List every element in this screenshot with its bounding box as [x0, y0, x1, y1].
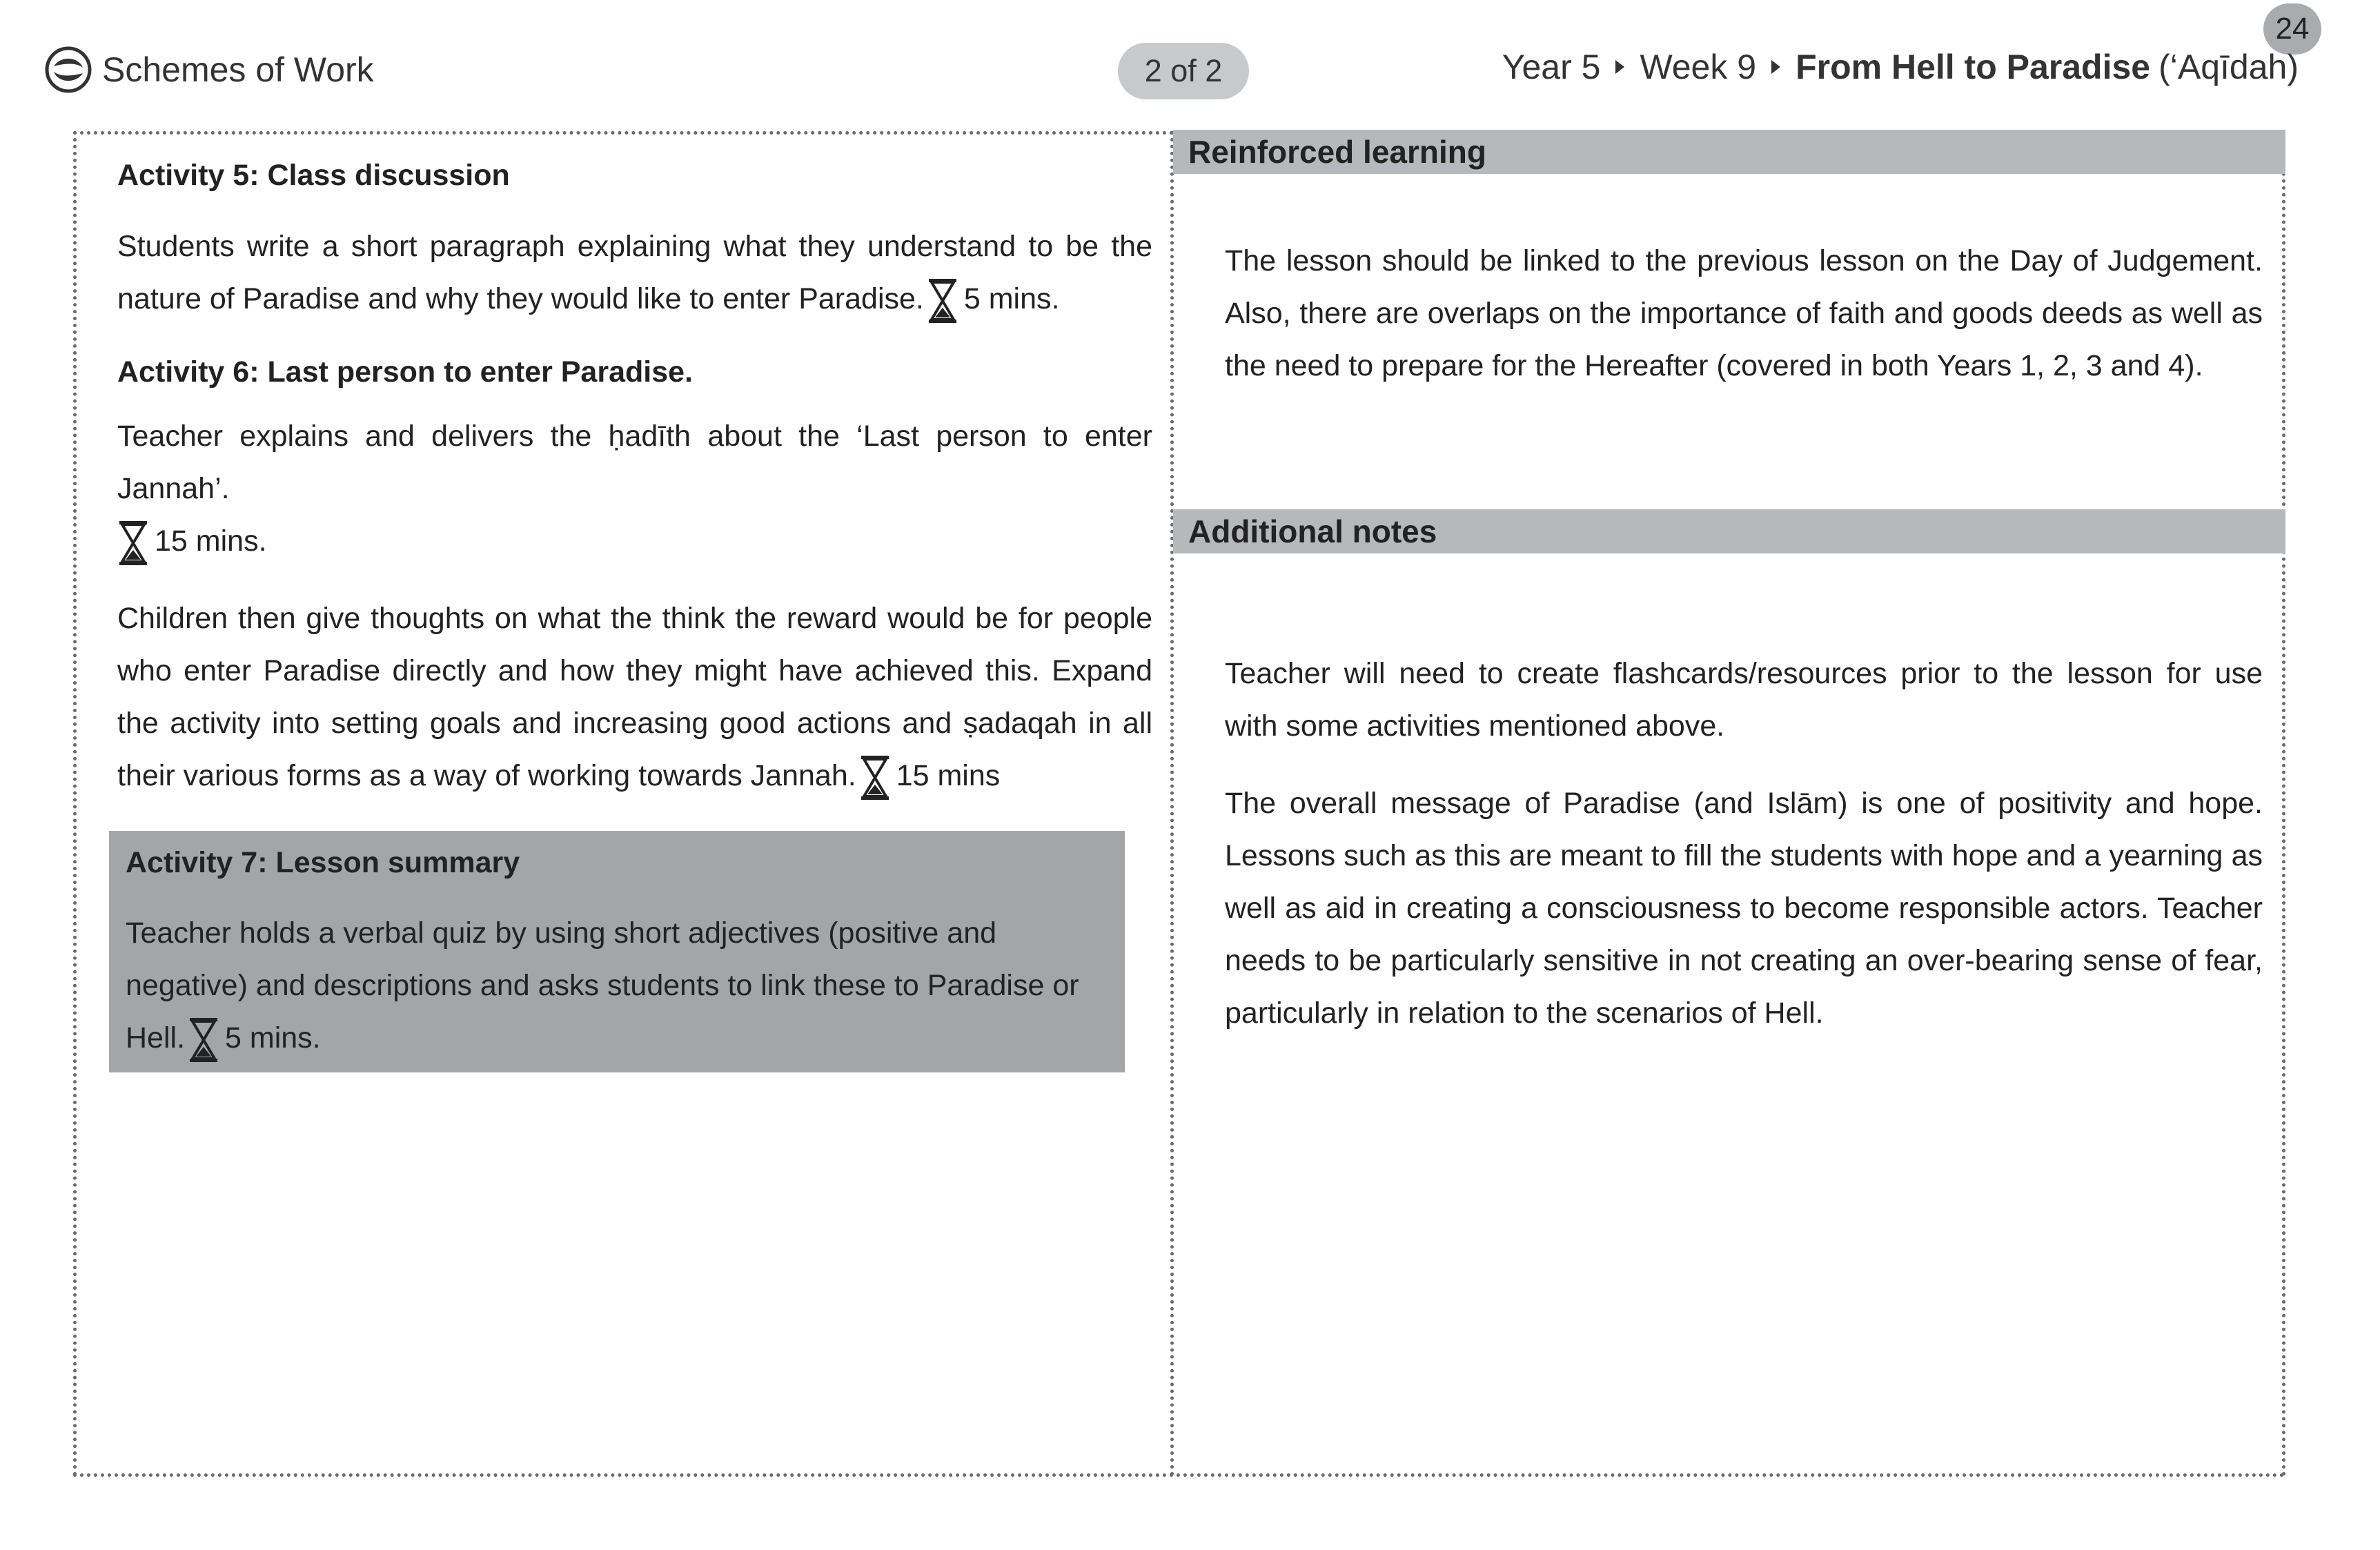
reinforced-learning-heading: Reinforced learning [1173, 130, 2285, 174]
activity6-time2: 15 mins [896, 759, 1001, 792]
breadcrumb-week: Week 9 [1640, 48, 1757, 86]
hourglass-icon [188, 1017, 219, 1063]
activity6-text2 [117, 592, 1152, 802]
breadcrumb-subtitle: (‘Aqīdah) [2158, 48, 2299, 86]
page-header [0, 0, 2380, 124]
left-column [117, 152, 1152, 802]
activity5-text [117, 220, 1152, 325]
activity7-body: Teacher holds a verbal quiz by using short adjectives (positive and negative) and descriptions and asks students to link these to Paradise or Hell. [126, 916, 1079, 1054]
hourglass-icon [117, 520, 149, 567]
page-indicator: 2 of 2 [1118, 43, 1249, 99]
activity7-time: 5 mins. [225, 1021, 321, 1054]
activity6-heading: Activity 6: Last person to enter Paradise. [117, 355, 693, 389]
additional-notes-text2: The overall message of Paradise (and Islām) is one of positivity and hope. Lessons such as this are meant to fill the students with hope and a yearning as well as aid in creating a consciousness to become responsible actors. Teacher needs to be particularly sensitive in not creating an over-bearing sense of fear, particularly in relation to the scenarios of Hell. [1225, 787, 2263, 1030]
swirl-logo-icon [44, 46, 92, 94]
reinforced-learning-text: The lesson should be linked to the previous lesson on the Day of Judgement. Also, there are overlaps on the importance of faith and goods deeds as well as the need to prepare for the Hereafter (covered in both Years 1, 2, 3 and 4). [1225, 244, 2263, 382]
breadcrumb [1502, 47, 2299, 87]
breadcrumb-arrow-icon [1615, 60, 1624, 74]
breadcrumb-year: Year 5 [1502, 48, 1601, 86]
activity5-body: Students write a short paragraph explaining what they understand to be the nature of Paradise and why they would like to enter Paradise. [117, 230, 1152, 315]
hourglass-icon [927, 277, 958, 324]
page-number-badge: 24 [2263, 3, 2321, 55]
activity7-heading: Activity 7: Lesson summary [126, 846, 520, 879]
additional-notes-heading: Additional notes [1173, 509, 2285, 553]
activity6-body1: Teacher explains and delivers the ḥadīth about the ‘Last person to enter Jannah’. [117, 420, 1152, 505]
activity6-time1: 15 mins. [155, 524, 267, 558]
lesson-summary-box [109, 831, 1125, 1072]
activity5-time: 5 mins. [963, 282, 1060, 315]
activity6-text1 [117, 410, 1152, 567]
breadcrumb-arrow-icon [1771, 60, 1780, 74]
activity5-heading: Activity 5: Class discussion [117, 159, 510, 192]
additional-notes-text1: Teacher will need to create flashcards/resources prior to the lesson for use with some activities mentioned above. [1225, 657, 2263, 743]
column-divider [1170, 131, 1174, 1477]
activity6-body2: Children then give thoughts on what the think the reward would be for people who enter Paradise directly and how they might have achieved this. Expand the activity into setting goals and increasing good actions and ṣadaqah in all their various forms as a way of working towards Jannah. [117, 602, 1152, 792]
hourglass-icon [859, 754, 891, 801]
activity7-text [126, 907, 1112, 1064]
breadcrumb-title: From Hell to Paradise [1796, 48, 2151, 86]
logo [44, 46, 374, 94]
logo-text: Schemes of Work [102, 50, 374, 89]
